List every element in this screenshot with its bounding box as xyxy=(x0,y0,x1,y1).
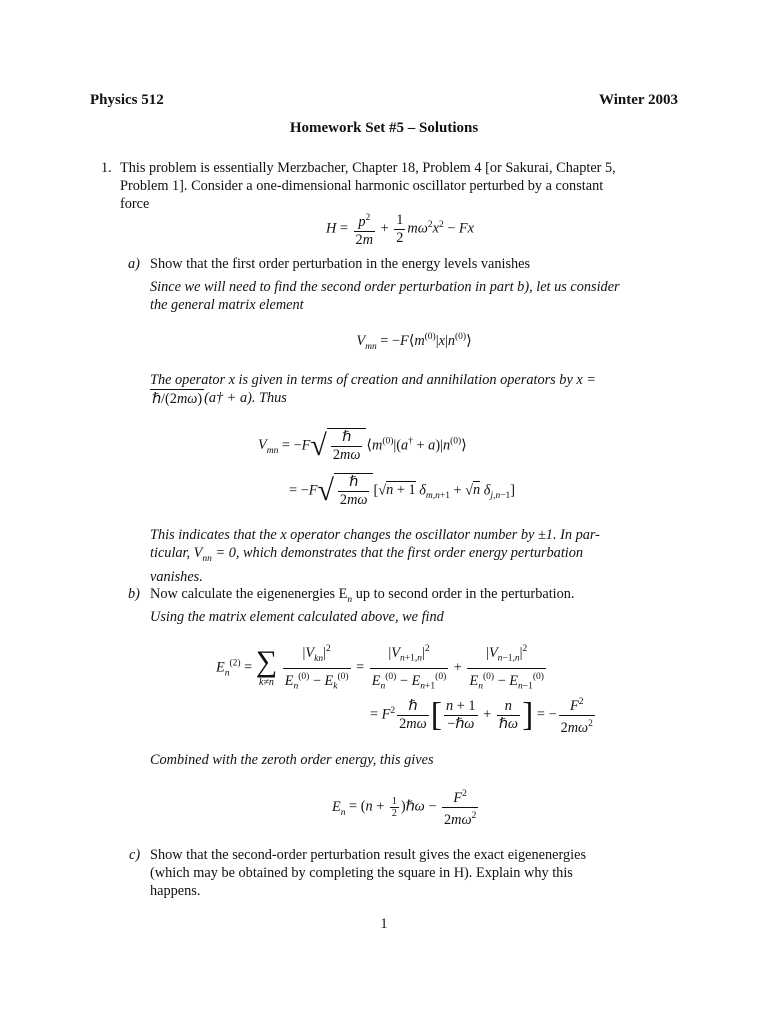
second-order-energy-equation-1: $E_n^{(2)}$ = ∑ k≠n $\frac{|V_{kn}|^2}{E_n^{(0)} - E_k^{(0)}}$ = $\frac{|V_{n+1,n}|^2}{E_n^{(0)} - E_{n+1}^{(0)}}$ + $\frac{|V_{n-1,n}|^2}{E_n^{(0)} - E_{n-1}^{(0)}}$ xyxy=(216,641,548,695)
question-line: Show that the second-order perturbation result gives the exact eigenenergies xyxy=(150,847,587,863)
term: Winter 2003 xyxy=(598,92,678,108)
solution-line: the general matrix element xyxy=(150,297,304,313)
second-order-energy-equation-2: = $F^2$ $\frac{\text{ℏ}}{2m\omega}$ [ $\frac{n + 1}{\text{−ℏω}}$ + $\frac{n}{\text{ℏω}}$ ] = − $\frac{F^2}{2m\omega^2}$ xyxy=(370,694,597,737)
solution-line: The operator x is given in terms of creation and annihilation operators by x = xyxy=(150,372,596,388)
part-a-conclusion: This indicates that the x operator changes the oscillator number by ±1. In par- ticular, $V_{nn} = 0$, which demonstrates that the first order energy perturbation vanishes. xyxy=(150,526,678,586)
part-a-label: a) xyxy=(128,256,140,272)
part-a-solution-intro xyxy=(150,278,678,314)
solution-line: Since we will need to find the second order perturbation in part b), let us consider xyxy=(150,279,620,295)
question-line: happens. xyxy=(150,883,201,899)
problem-intro xyxy=(120,159,678,213)
part-a-question: Show that the first order perturbation in the energy levels vanishes xyxy=(150,256,531,272)
question-text: up to second order in the perturbation. xyxy=(352,586,575,602)
page-number: 1 xyxy=(380,916,388,932)
problem-number: 1. xyxy=(101,160,112,176)
solution-line: = 0, which demonstrates that the first order energy perturbation xyxy=(211,545,584,561)
question-line: (which may be obtained by completing the square in H). Explain why this xyxy=(150,865,573,881)
solution-line: ticular, V xyxy=(150,545,203,561)
solution-line: vanishes. xyxy=(150,568,203,585)
part-c-label: c) xyxy=(129,847,141,863)
matrix-element-expansion-1: $V_{mn} = -F√$ $\frac{\text{ℏ}}{2m\omega}$ $⟨m^{(0)}|(a^\dagger$ + $a)|n^{(0)}⟩$ xyxy=(258,429,467,463)
part-a-operator-text: The operator x is given in terms of creation and annihilation operators by x = ℏ/(2mω) (a† + a). Thus xyxy=(150,371,678,408)
intro-line: force xyxy=(120,196,150,212)
question-text: Now calculate the eigenenergies E xyxy=(150,586,348,602)
intro-line: This problem is essentially Merzbacher, Chapter 18, Problem 4 [or Sakurai, Chapter 5, xyxy=(120,160,616,176)
intro-line: Problem 1]. Consider a one-dimensional harmonic oscillator perturbed by a constant xyxy=(120,178,604,194)
part-b-combined-text: Combined with the zeroth order energy, this gives xyxy=(150,752,434,768)
solution-line: This indicates that the x operator changes the oscillator number by ±1. In par- xyxy=(150,527,600,543)
matrix-element-expansion-2: = −F√ $\frac{\text{ℏ}}{2m\omega}$ [√n + 1 $\delta_{m,n+1} + √n$ $\delta_{j,n-1}$] xyxy=(289,474,516,508)
solution-line: (a† + a). Thus xyxy=(204,390,287,406)
page-title: Homework Set #5 – Solutions xyxy=(289,120,479,136)
total-energy-equation: $E_n = (n$ + $\frac{1}{2}$ )ℏω − $\frac{F^2}{2m\omega^2}$ xyxy=(332,786,480,829)
part-b-solution-intro: Using the matrix element calculated above, we find xyxy=(150,609,444,625)
matrix-element-equation: $V_{mn}$ = $-F⟨m^{(0)}|x|n^{(0)}⟩$ xyxy=(356,332,472,352)
course-name: Physics 512 xyxy=(90,92,164,108)
hamiltonian-equation: H = $\frac{p^2}{2m}$ + $\frac{1}{2}$ $m\omega^2x^2 - Fx$ xyxy=(326,211,474,248)
part-b-label: b) xyxy=(128,586,140,602)
part-b-question: Now calculate the eigenenergies $E_n$ up to second order in the perturbation. xyxy=(150,586,575,605)
part-c-question xyxy=(150,846,678,900)
